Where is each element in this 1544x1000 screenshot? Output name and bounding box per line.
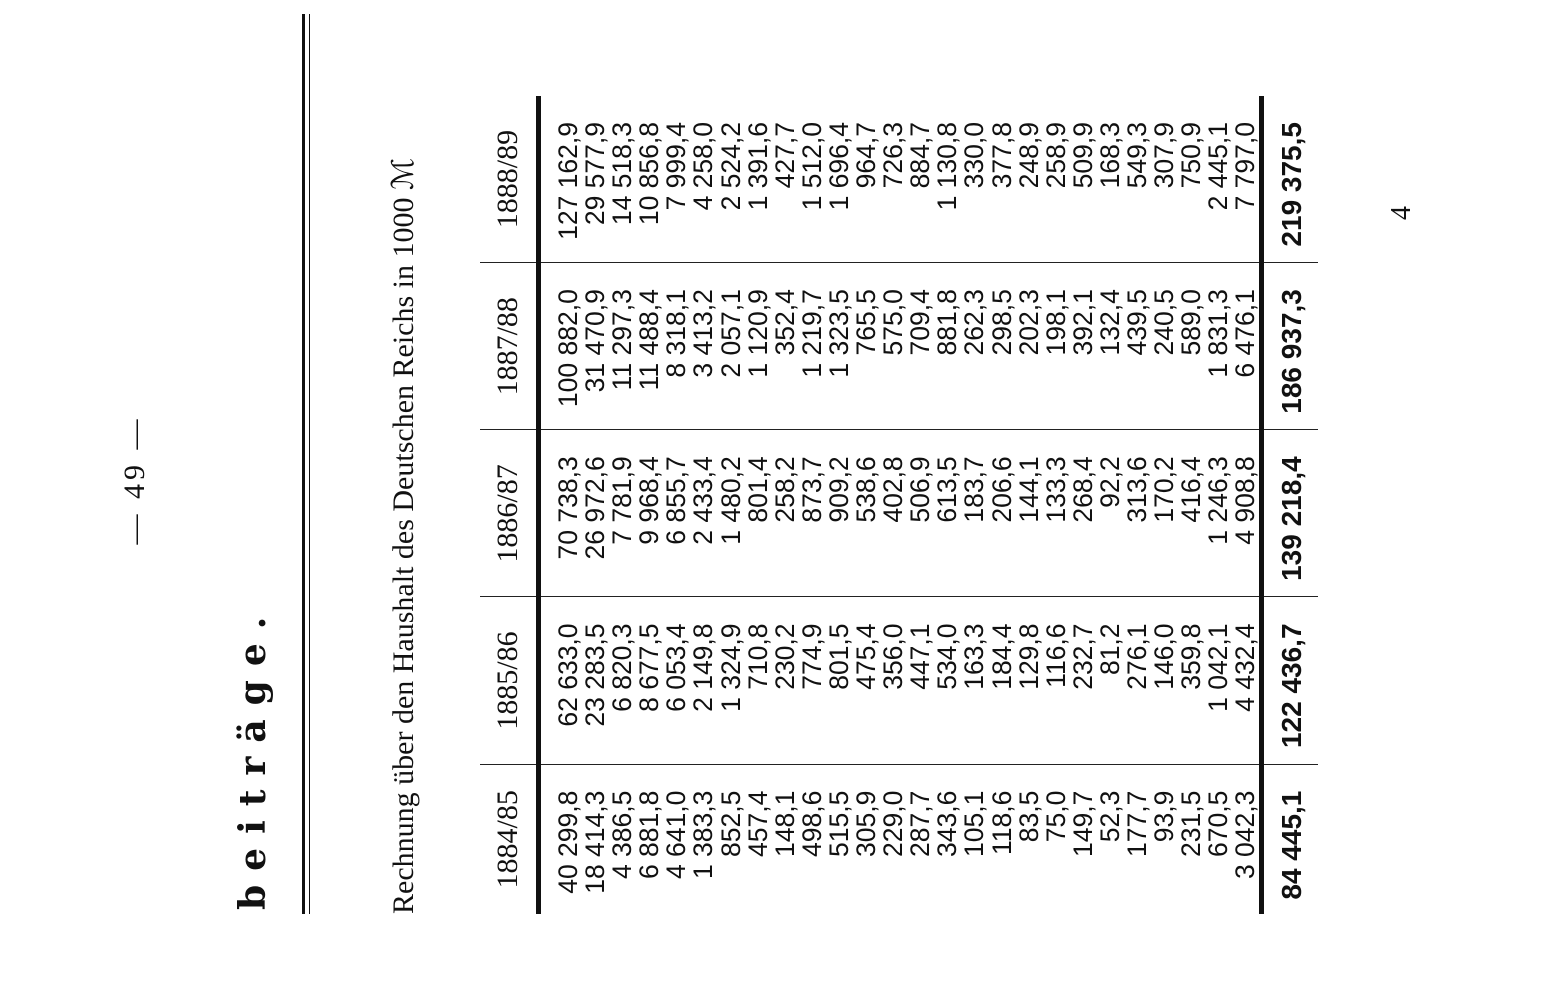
table-cell: 1 831,3 <box>1205 263 1232 430</box>
header-row <box>480 96 539 914</box>
table-cell: 4 908,8 <box>1232 430 1262 597</box>
table-cell: 26 972,6 <box>582 430 609 597</box>
table-cell: 7 999,4 <box>663 96 690 263</box>
table-cell: 276,1 <box>1124 597 1151 764</box>
table-caption: Rechnung über den Haushalt des Deutschen Reichs in 1000 ℳ <box>387 157 420 914</box>
table-cell: 4 432,4 <box>1232 597 1262 764</box>
table-cell: 8 318,1 <box>663 263 690 430</box>
table-cell: 10 856,8 <box>636 96 663 263</box>
total-cell: 219 375,5 <box>1262 96 1319 263</box>
column-header: 1886/87 <box>480 430 539 597</box>
table-cell: 439,5 <box>1124 263 1151 430</box>
table-cell: 670,5 <box>1203 790 1234 857</box>
table-cell: 268,4 <box>1070 430 1097 597</box>
table-cell: 515,5 <box>823 790 854 857</box>
table-cell: 1 246,3 <box>1205 430 1232 597</box>
table-cell: 2 149,8 <box>690 597 717 764</box>
table-cell: 262,3 <box>961 263 988 430</box>
table-cell: 873,7 <box>799 430 826 597</box>
table-cell: 549,3 <box>1124 96 1151 263</box>
table-cell: 709,4 <box>907 263 934 430</box>
table-cell: 2 445,1 <box>1205 96 1232 263</box>
table-row <box>690 96 717 914</box>
table-cell: 100 882,0 <box>539 263 583 430</box>
table-cell: 1 130,8 <box>934 96 961 263</box>
table-row <box>1232 96 1262 914</box>
table-cell: 40 299,8 <box>553 790 583 894</box>
table-cell: 70 738,3 <box>539 430 583 597</box>
heading-rule-thick <box>302 14 305 914</box>
table-cell: 31 470,9 <box>582 263 609 430</box>
table-cell: 232,7 <box>1070 597 1097 764</box>
table-cell: 170,2 <box>1151 430 1178 597</box>
table-row <box>1097 96 1124 914</box>
table-cell: 1 383,3 <box>688 790 719 880</box>
column-header: 1885/86 <box>480 597 539 764</box>
table-cell: 416,4 <box>1178 430 1205 597</box>
table-cell: 8 677,5 <box>636 597 663 764</box>
table-cell: 148,1 <box>769 790 800 857</box>
table-cell: 613,5 <box>934 430 961 597</box>
total-cell: 186 937,3 <box>1262 263 1319 430</box>
table-cell: 116,6 <box>1043 597 1070 764</box>
table-cell: 575,0 <box>880 263 907 430</box>
table-row <box>1016 96 1043 914</box>
table-cell: 1 512,0 <box>799 96 826 263</box>
column-header: 1887/88 <box>480 263 539 430</box>
table-cell: 765,5 <box>853 263 880 430</box>
table-body <box>539 96 1262 914</box>
table-cell: 313,6 <box>1124 430 1151 597</box>
table-row <box>636 96 663 914</box>
table-row <box>853 96 880 914</box>
table-cell: 6 053,4 <box>663 597 690 764</box>
budget-table <box>480 96 1318 914</box>
table-row <box>826 96 853 914</box>
table-cell: 118,6 <box>986 790 1017 855</box>
table-row <box>934 96 961 914</box>
table-cell: 298,5 <box>989 263 1016 430</box>
table-cell: 2 433,4 <box>690 430 717 597</box>
table-cell: 206,6 <box>989 430 1016 597</box>
table-row <box>582 96 609 914</box>
table-cell: 14 518,3 <box>609 96 636 263</box>
table-cell: 92,2 <box>1097 430 1124 597</box>
table-cell: 240,5 <box>1151 263 1178 430</box>
column-header: 1888/89 <box>480 96 539 263</box>
table-cell: 1 391,6 <box>745 96 772 263</box>
table-cell: 307,9 <box>1151 96 1178 263</box>
table-cell: 1 324,9 <box>718 597 745 764</box>
table-row <box>961 96 988 914</box>
table-cell: 1 323,5 <box>826 263 853 430</box>
table-row <box>1124 96 1151 914</box>
table-cell: 343,6 <box>932 790 963 857</box>
table-cell: 93,9 <box>1149 790 1180 843</box>
table-cell: 726,3 <box>880 96 907 263</box>
table-cell: 1 120,9 <box>745 263 772 430</box>
table-cell: 168,3 <box>1097 96 1124 263</box>
table-cell: 248,9 <box>1016 96 1043 263</box>
table-cell: 475,4 <box>853 597 880 764</box>
table-cell: 356,0 <box>880 597 907 764</box>
table-cell: 964,7 <box>853 96 880 263</box>
table-row <box>1151 96 1178 914</box>
table-row <box>799 96 826 914</box>
table-cell: 377,8 <box>989 96 1016 263</box>
totals-row <box>1262 96 1319 914</box>
table-cell: 3 413,2 <box>690 263 717 430</box>
table-cell: 801,4 <box>745 430 772 597</box>
table-cell: 881,8 <box>934 263 961 430</box>
table-cell: 83,5 <box>1013 790 1044 843</box>
table-cell: 589,0 <box>1178 263 1205 430</box>
table-cell: 9 968,4 <box>636 430 663 597</box>
table-cell: 392,1 <box>1070 263 1097 430</box>
table-cell: 457,4 <box>742 790 773 857</box>
table-cell: 1 042,1 <box>1205 597 1232 764</box>
table-cell: 506,9 <box>907 430 934 597</box>
table-cell: 163,3 <box>961 597 988 764</box>
table-cell: 509,9 <box>1070 96 1097 263</box>
table-row <box>745 96 772 914</box>
table-cell: 1 696,4 <box>826 96 853 263</box>
table-cell: 11 488,4 <box>636 263 663 430</box>
table-cell: 6 820,3 <box>609 597 636 764</box>
table-cell: 4 386,5 <box>607 790 638 880</box>
table-cell: 75,0 <box>1040 790 1071 843</box>
table-cell: 6 881,8 <box>634 790 665 880</box>
table-row <box>907 96 934 914</box>
table-cell: 146,0 <box>1151 597 1178 764</box>
table-cell: 3 042,3 <box>1230 790 1261 880</box>
table-cell: 81,2 <box>1097 597 1124 764</box>
table-cell: 149,7 <box>1067 790 1098 857</box>
table-cell: 884,7 <box>907 96 934 263</box>
table-cell: 534,0 <box>934 597 961 764</box>
table-cell: 305,9 <box>851 790 882 857</box>
table-cell: 427,7 <box>772 96 799 263</box>
table-row <box>772 96 799 914</box>
table-cell: 4 258,0 <box>690 96 717 263</box>
table-cell: 359,8 <box>1178 597 1205 764</box>
table-cell: 133,3 <box>1043 430 1070 597</box>
total-cell: 122 436,7 <box>1262 597 1319 764</box>
table-row <box>1205 96 1232 914</box>
sheet-signature: 4 <box>1386 206 1417 220</box>
table-cell: 6 476,1 <box>1232 263 1262 430</box>
table-cell: 202,3 <box>1016 263 1043 430</box>
table-cell: 177,7 <box>1121 790 1152 857</box>
table-row <box>663 96 690 914</box>
table-cell: 52,3 <box>1094 790 1125 843</box>
table-row <box>880 96 907 914</box>
table-cell: 6 855,7 <box>663 430 690 597</box>
table-cell: 7 797,0 <box>1232 96 1262 263</box>
table-cell: 801,5 <box>826 597 853 764</box>
table-cell: 352,4 <box>772 263 799 430</box>
table-cell: 4 641,0 <box>661 790 692 880</box>
table-cell: 183,7 <box>961 430 988 597</box>
table-cell: 2 524,2 <box>718 96 745 263</box>
digitization-note <box>1530 10 1544 400</box>
table-cell: 1 480,2 <box>718 430 745 597</box>
table-cell: 909,2 <box>826 430 853 597</box>
table-cell: 144,1 <box>1016 430 1043 597</box>
table-row <box>1070 96 1097 914</box>
table-cell: 11 297,3 <box>609 263 636 430</box>
table-cell: 129,8 <box>1016 597 1043 764</box>
table-cell: 184,4 <box>989 597 1016 764</box>
table-cell: 750,9 <box>1178 96 1205 263</box>
table-cell: 230,2 <box>772 597 799 764</box>
table-cell: 538,6 <box>853 430 880 597</box>
table-cell: 710,8 <box>745 597 772 764</box>
table-row <box>609 96 636 914</box>
total-cell: 84 445,1 <box>1262 764 1319 914</box>
table-cell: 18 414,3 <box>580 790 611 894</box>
table-cell: 287,7 <box>905 790 936 857</box>
table-cell: 258,9 <box>1043 96 1070 263</box>
table-cell: 29 577,9 <box>582 96 609 263</box>
table-cell: 258,2 <box>772 430 799 597</box>
table-cell: 23 283,5 <box>582 597 609 764</box>
table-cell: 402,8 <box>880 430 907 597</box>
total-cell: 139 218,4 <box>1262 430 1319 597</box>
page-number: — 49 — <box>118 415 151 545</box>
table-cell: 198,1 <box>1043 263 1070 430</box>
table-cell: 852,5 <box>715 790 746 857</box>
table-row <box>539 96 583 914</box>
table-cell: 2 057,1 <box>718 263 745 430</box>
table-row <box>1043 96 1070 914</box>
table-cell: 447,1 <box>907 597 934 764</box>
table-cell: 105,1 <box>959 790 990 857</box>
table-cell: 330,0 <box>961 96 988 263</box>
table-row <box>1178 96 1205 914</box>
table-cell: 62 633,0 <box>539 597 583 764</box>
table-cell: 132,4 <box>1097 263 1124 430</box>
table-cell: 774,9 <box>799 597 826 764</box>
table-row <box>718 96 745 914</box>
section-heading: beiträge. <box>232 602 274 910</box>
table-cell: 498,6 <box>796 790 827 857</box>
table-cell: 127 162,9 <box>539 96 583 263</box>
heading-rule-thin <box>309 14 310 914</box>
table-cell: 231,5 <box>1176 790 1207 857</box>
table-row <box>989 96 1016 914</box>
table-cell: 1 219,7 <box>799 263 826 430</box>
table-cell: 7 781,9 <box>609 430 636 597</box>
table-cell: 229,0 <box>878 790 909 857</box>
column-header: 1884/85 <box>480 764 539 914</box>
